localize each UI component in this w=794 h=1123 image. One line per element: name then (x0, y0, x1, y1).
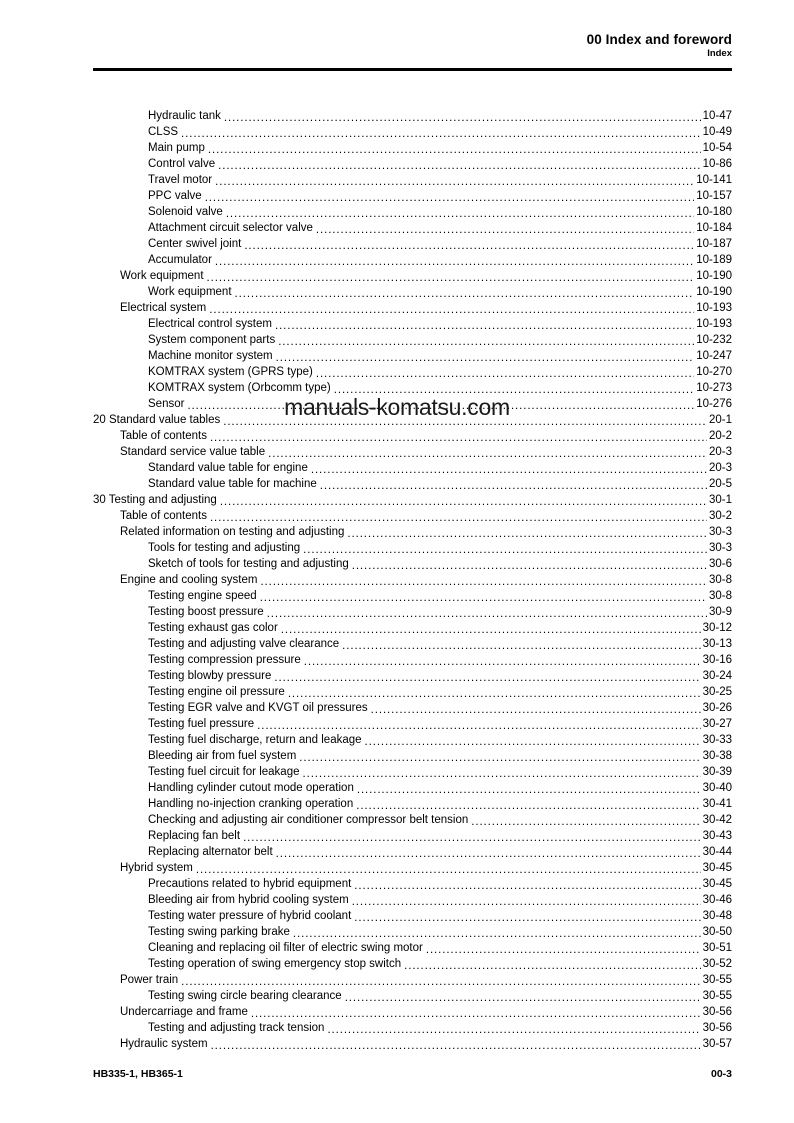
toc-entry-label: Tools for testing and adjusting (148, 542, 301, 554)
toc-leader-dots (181, 126, 701, 140)
toc-entry-label: Table of contents (120, 430, 207, 442)
toc-entry[interactable] (93, 1020, 732, 1036)
toc-entry-label: Testing fuel circuit for leakage (148, 766, 300, 778)
toc-leader-dots (342, 638, 700, 652)
toc-entry-label: 30 Testing and adjusting (93, 494, 217, 506)
toc-entry-label: Testing water pressure of hybrid coolant (148, 910, 352, 922)
toc-entry-label: Cleaning and replacing oil filter of electric swing motor (148, 942, 423, 954)
toc-entry-page-number: 30-27 (702, 718, 732, 730)
toc-entry-label: Sketch of tools for testing and adjusting (148, 558, 349, 570)
toc-entry-label: Power train (120, 974, 179, 986)
toc-leader-dots (223, 414, 707, 428)
toc-entry-label: Testing blowby pressure (148, 670, 272, 682)
toc-entry[interactable] (93, 332, 732, 348)
toc-leader-dots (243, 830, 701, 844)
toc-entry-page-number: 10-187 (696, 238, 732, 250)
toc-entry[interactable] (93, 476, 732, 492)
toc-entry-label: Solenoid valve (148, 206, 223, 218)
toc-entry-page-number: 10-189 (696, 254, 732, 266)
toc-entry[interactable] (93, 1036, 732, 1052)
toc-entry-page-number: 30-55 (702, 990, 732, 1002)
toc-leader-dots (187, 398, 694, 412)
toc-entry[interactable] (93, 316, 732, 332)
toc-entry[interactable] (93, 956, 732, 972)
toc-entry-page-number: 20-3 (708, 446, 732, 458)
toc-entry-page-number: 10-270 (696, 366, 732, 378)
toc-entry-label: Standard value table for machine (148, 478, 317, 490)
toc-entry[interactable] (93, 572, 732, 588)
toc-entry-page-number: 30-56 (702, 1022, 732, 1034)
toc-leader-dots (404, 958, 700, 972)
toc-entry-label: Handling cylinder cutout mode operation (148, 782, 354, 794)
toc-entry-page-number: 30-55 (702, 974, 732, 986)
footer-model-label: HB335-1, HB365-1 (93, 1068, 183, 1080)
toc-entry-page-number: 10-193 (696, 302, 732, 314)
watermark-text: manuals-komatsu.com (284, 394, 510, 420)
page-header (93, 32, 732, 60)
toc-entry[interactable] (93, 492, 732, 508)
toc-entry-page-number: 30-26 (702, 702, 732, 714)
toc-entry-page-number: 30-16 (702, 654, 732, 666)
toc-entry-page-number: 30-33 (702, 734, 732, 746)
toc-leader-dots (244, 238, 694, 252)
toc-entry-page-number: 30-9 (708, 606, 732, 618)
toc-entry-page-number: 10-184 (696, 222, 732, 234)
toc-leader-dots (211, 1038, 701, 1052)
toc-entry[interactable] (93, 172, 732, 188)
toc-entry-label: Testing fuel pressure (148, 718, 255, 730)
toc-leader-dots (218, 158, 700, 172)
toc-leader-dots (226, 206, 694, 220)
toc-leader-dots (215, 174, 694, 188)
toc-entry[interactable] (93, 236, 732, 252)
toc-entry-page-number: 30-44 (702, 846, 732, 858)
toc-entry[interactable] (93, 892, 732, 908)
toc-entry-label: KOMTRAX system (GPRS type) (148, 366, 313, 378)
footer-page-number: 00-3 (710, 1068, 732, 1080)
toc-entry[interactable] (93, 940, 732, 956)
toc-entry[interactable] (93, 460, 732, 476)
toc-leader-dots (334, 382, 694, 396)
toc-entry-page-number: 10-190 (696, 286, 732, 298)
toc-entry-page-number: 10-180 (696, 206, 732, 218)
toc-leader-dots (267, 606, 707, 620)
toc-entry[interactable] (93, 636, 732, 652)
toc-entry[interactable] (93, 380, 732, 396)
toc-entry-label: Electrical system (120, 302, 207, 314)
toc-leader-dots (311, 462, 707, 476)
toc-entry-page-number: 30-42 (702, 814, 732, 826)
toc-entry[interactable] (93, 156, 732, 172)
toc-entry-page-number: 30-24 (702, 670, 732, 682)
toc-leader-dots (304, 654, 701, 668)
toc-leader-dots (209, 302, 694, 316)
toc-entry-label: Main pump (148, 142, 205, 154)
toc-leader-dots (268, 446, 707, 460)
toc-entry[interactable] (93, 428, 732, 444)
toc-entry[interactable] (93, 876, 732, 892)
toc-entry-label: PPC valve (148, 190, 202, 202)
toc-entry-page-number: 20-5 (708, 478, 732, 490)
toc-entry-label: Precautions related to hybrid equipment (148, 878, 352, 890)
toc-entry-label: Bleeding air from fuel system (148, 750, 297, 762)
toc-entry-page-number: 30-3 (708, 542, 732, 554)
toc-entry-page-number: 30-2 (708, 510, 732, 522)
toc-leader-dots (352, 894, 701, 908)
toc-leader-dots (293, 926, 701, 940)
toc-leader-dots (278, 334, 694, 348)
page-footer (93, 1068, 732, 1080)
toc-entry[interactable] (93, 252, 732, 268)
toc-entry-label: Testing and adjusting valve clearance (148, 638, 340, 650)
toc-entry[interactable] (93, 732, 732, 748)
toc-entry[interactable] (93, 588, 732, 604)
table-of-contents (0, 108, 794, 1052)
toc-leader-dots (426, 942, 701, 956)
toc-entry-label: Attachment circuit selector valve (148, 222, 313, 234)
toc-entry-label: Engine and cooling system (120, 574, 258, 586)
toc-entry-label: KOMTRAX system (Orbcomm type) (148, 382, 331, 394)
toc-entry-page-number: 10-157 (696, 190, 732, 202)
toc-entry[interactable] (93, 748, 732, 764)
toc-leader-dots (210, 510, 707, 524)
toc-leader-dots (207, 270, 695, 284)
toc-leader-dots (345, 990, 701, 1004)
toc-entry-label: Testing swing parking brake (148, 926, 290, 938)
toc-entry-page-number: 10-86 (702, 158, 732, 170)
toc-entry-label: Testing EGR valve and KVGT oil pressures (148, 702, 368, 714)
toc-entry[interactable] (93, 684, 732, 700)
toc-leader-dots (224, 110, 701, 124)
toc-leader-dots (357, 782, 701, 796)
toc-entry[interactable] (93, 828, 732, 844)
toc-entry[interactable] (93, 844, 732, 860)
toc-entry-label: Replacing fan belt (148, 830, 241, 842)
toc-entry[interactable] (93, 988, 732, 1004)
toc-entry-page-number: 30-39 (702, 766, 732, 778)
toc-entry-page-number: 10-54 (702, 142, 732, 154)
toc-entry[interactable] (93, 652, 732, 668)
toc-entry-page-number: 30-45 (702, 862, 732, 874)
toc-leader-dots (316, 366, 694, 380)
toc-entry-label: Accumulator (148, 254, 212, 266)
toc-leader-dots (260, 574, 707, 588)
toc-entry-page-number: 30-48 (702, 910, 732, 922)
toc-entry-page-number: 10-47 (702, 110, 732, 122)
toc-entry-page-number: 10-141 (696, 174, 732, 186)
toc-entry[interactable] (93, 1004, 732, 1020)
toc-entry[interactable] (93, 668, 732, 684)
toc-entry-page-number: 30-3 (708, 526, 732, 538)
toc-entry-label: Handling no-injection cranking operation (148, 798, 354, 810)
toc-entry-page-number: 10-193 (696, 318, 732, 330)
toc-leader-dots (281, 622, 701, 636)
toc-leader-dots (316, 222, 694, 236)
toc-entry-label: Table of contents (120, 510, 207, 522)
toc-entry-label: Hybrid system (120, 862, 193, 874)
toc-leader-dots (215, 254, 694, 268)
toc-entry-page-number: 30-40 (702, 782, 732, 794)
toc-leader-dots (251, 1006, 701, 1020)
toc-entry[interactable] (93, 204, 732, 220)
toc-entry-label: Replacing alternator belt (148, 846, 273, 858)
toc-entry-page-number: 20-3 (708, 462, 732, 474)
toc-entry-label: Work equipment (120, 270, 204, 282)
toc-leader-dots (208, 142, 701, 156)
toc-entry[interactable] (93, 188, 732, 204)
toc-entry-page-number: 10-276 (696, 398, 732, 410)
toc-leader-dots (303, 542, 707, 556)
toc-entry[interactable] (93, 300, 732, 316)
toc-entry[interactable] (93, 124, 732, 140)
toc-entry-page-number: 30-45 (702, 878, 732, 890)
toc-entry-page-number: 30-12 (702, 622, 732, 634)
toc-entry-page-number: 30-8 (708, 574, 732, 586)
toc-entry[interactable] (93, 268, 732, 284)
toc-entry-label: Control valve (148, 158, 216, 170)
toc-entry-label: Travel motor (148, 174, 213, 186)
toc-entry-label: Testing operation of swing emergency stop switch (148, 958, 402, 970)
toc-entry-label: Standard value table for engine (148, 462, 308, 474)
toc-entry[interactable] (93, 972, 732, 988)
toc-entry[interactable] (93, 412, 732, 428)
toc-leader-dots (276, 350, 695, 364)
toc-entry[interactable] (93, 444, 732, 460)
toc-leader-dots (257, 718, 700, 732)
toc-entry-page-number: 30-43 (702, 830, 732, 842)
toc-entry[interactable] (93, 924, 732, 940)
toc-entry-label: Undercarriage and frame (120, 1006, 248, 1018)
toc-leader-dots (352, 558, 707, 572)
toc-entry[interactable] (93, 812, 732, 828)
toc-entry-label: Testing engine oil pressure (148, 686, 285, 698)
toc-leader-dots (356, 798, 700, 812)
toc-entry[interactable] (93, 396, 732, 412)
toc-leader-dots (347, 526, 707, 540)
toc-leader-dots (181, 974, 700, 988)
toc-entry-page-number: 30-6 (708, 558, 732, 570)
toc-entry-page-number: 30-13 (702, 638, 732, 650)
toc-entry-label: Testing swing circle bearing clearance (148, 990, 342, 1002)
toc-entry-label: System component parts (148, 334, 276, 346)
toc-entry[interactable] (93, 700, 732, 716)
toc-entry[interactable] (93, 716, 732, 732)
toc-entry-page-number: 30-38 (702, 750, 732, 762)
toc-entry-label: Checking and adjusting air conditioner compressor belt tension (148, 814, 469, 826)
toc-entry[interactable] (93, 860, 732, 876)
toc-entry-label: Electrical control system (148, 318, 272, 330)
toc-entry[interactable] (93, 140, 732, 156)
toc-entry[interactable] (93, 284, 732, 300)
toc-entry-page-number: 10-247 (696, 350, 732, 362)
header-chapter-title: 00 Index and foreword (586, 32, 732, 47)
toc-entry-page-number: 30-41 (702, 798, 732, 810)
toc-entry-label: Hydraulic system (120, 1038, 208, 1050)
toc-entry-label: Testing boost pressure (148, 606, 264, 618)
toc-leader-dots (327, 1022, 700, 1036)
toc-entry-page-number: 20-1 (708, 414, 732, 426)
toc-leader-dots (196, 862, 701, 876)
toc-leader-dots (299, 750, 700, 764)
toc-entry[interactable] (93, 364, 732, 380)
toc-leader-dots (210, 430, 707, 444)
toc-entry-label: Standard service value table (120, 446, 266, 458)
toc-leader-dots (320, 478, 707, 492)
toc-entry[interactable] (93, 764, 732, 780)
toc-entry[interactable] (93, 348, 732, 364)
toc-leader-dots (235, 286, 695, 300)
toc-leader-dots (471, 814, 700, 828)
toc-entry-page-number: 10-49 (702, 126, 732, 138)
header-section-subtitle: Index (707, 48, 732, 59)
toc-leader-dots (354, 910, 700, 924)
toc-entry-label: Work equipment (148, 286, 232, 298)
toc-entry-label: 20 Standard value tables (93, 414, 221, 426)
toc-leader-dots (275, 318, 694, 332)
toc-entry-page-number: 30-56 (702, 1006, 732, 1018)
toc-entry-label: Related information on testing and adjusting (120, 526, 345, 538)
toc-entry[interactable] (93, 220, 732, 236)
toc-entry-page-number: 30-25 (702, 686, 732, 698)
toc-leader-dots (220, 494, 707, 508)
toc-entry-label: Bleeding air from hybrid cooling system (148, 894, 349, 906)
toc-entry-page-number: 30-50 (702, 926, 732, 938)
toc-entry[interactable] (93, 508, 732, 524)
toc-leader-dots (274, 670, 700, 684)
toc-entry-label: Testing exhaust gas color (148, 622, 278, 634)
toc-entry[interactable] (93, 620, 732, 636)
toc-entry-label: Testing engine speed (148, 590, 257, 602)
toc-leader-dots (354, 878, 700, 892)
toc-entry-label: Hydraulic tank (148, 110, 221, 122)
toc-entry-label: Sensor (148, 398, 185, 410)
toc-entry[interactable] (93, 908, 732, 924)
toc-entry-page-number: 20-2 (708, 430, 732, 442)
toc-leader-dots (371, 702, 701, 716)
toc-entry[interactable] (93, 556, 732, 572)
toc-leader-dots (205, 190, 695, 204)
toc-leader-dots (276, 846, 701, 860)
toc-leader-dots (303, 766, 701, 780)
toc-entry-page-number: 30-57 (702, 1038, 732, 1050)
toc-entry-page-number: 30-46 (702, 894, 732, 906)
toc-entry[interactable] (93, 604, 732, 620)
toc-entry-page-number: 10-190 (696, 270, 732, 282)
toc-leader-dots (365, 734, 701, 748)
toc-entry-label: Testing compression pressure (148, 654, 301, 666)
toc-entry-page-number: 10-232 (696, 334, 732, 346)
toc-entry[interactable] (93, 524, 732, 540)
toc-entry[interactable] (93, 796, 732, 812)
toc-entry-page-number: 30-52 (702, 958, 732, 970)
toc-entry-page-number: 10-273 (696, 382, 732, 394)
toc-entry-label: Testing fuel discharge, return and leakage (148, 734, 362, 746)
toc-entry-label: Machine monitor system (148, 350, 273, 362)
toc-entry-label: CLSS (148, 126, 179, 138)
toc-entry-label: Testing and adjusting track tension (148, 1022, 325, 1034)
toc-entry-label: Center swivel joint (148, 238, 242, 250)
toc-entry[interactable] (93, 540, 732, 556)
toc-entry-page-number: 30-8 (708, 590, 732, 602)
toc-entry[interactable] (93, 780, 732, 796)
toc-entry[interactable] (93, 108, 732, 124)
toc-leader-dots (260, 590, 707, 604)
header-divider-rule (93, 68, 732, 71)
toc-leader-dots (288, 686, 701, 700)
toc-entry-page-number: 30-1 (708, 494, 732, 506)
toc-entry-page-number: 30-51 (702, 942, 732, 954)
